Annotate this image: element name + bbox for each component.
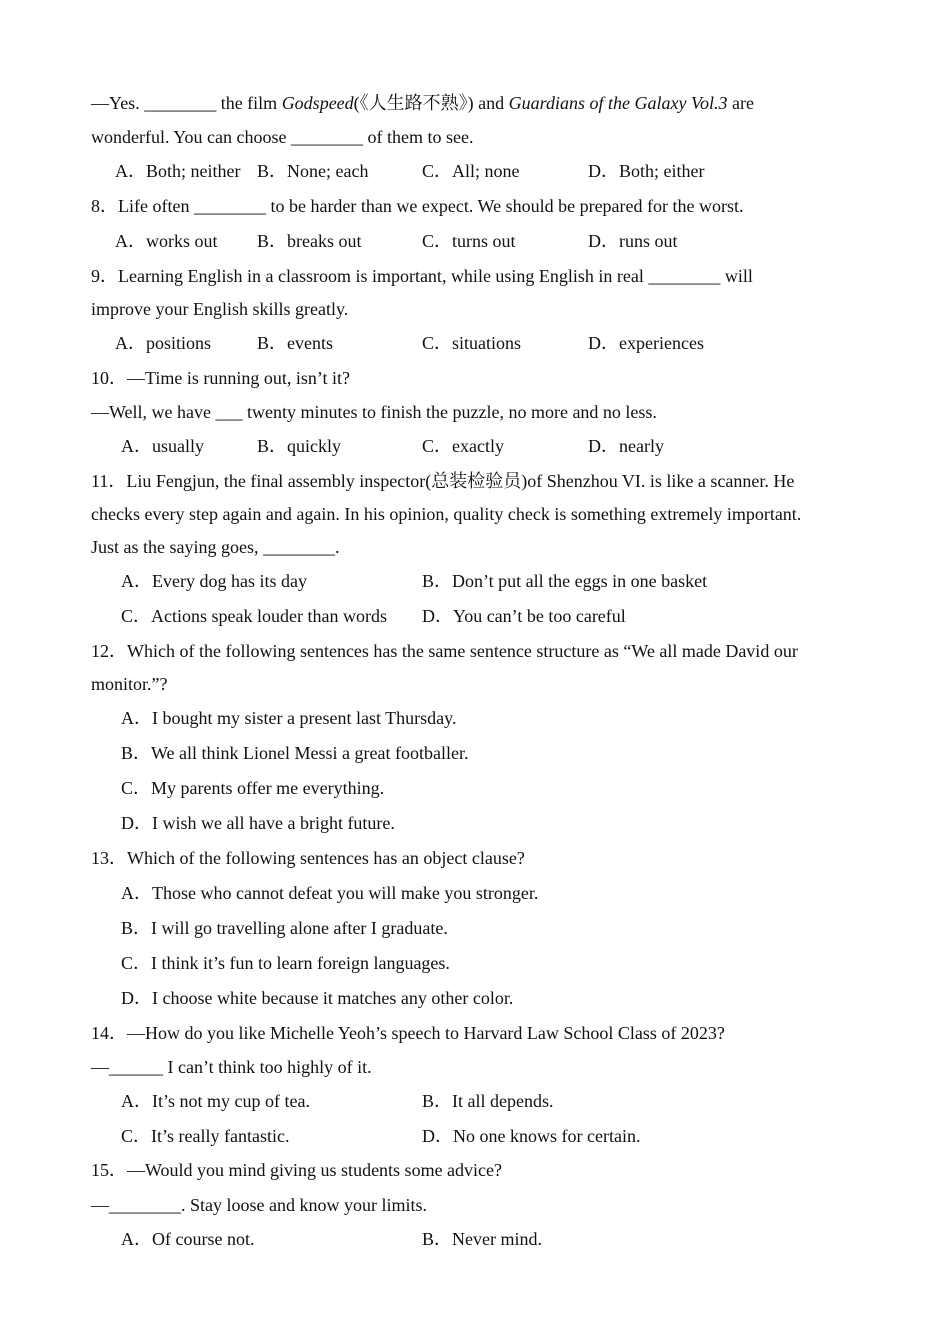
q9-option-a[interactable]: A．positions: [115, 333, 212, 353]
q11-option-d[interactable]: D．You can’t be too careful: [422, 606, 626, 626]
q15-option-a[interactable]: A．Of course not.: [121, 1229, 255, 1249]
q7-line2: wonderful. You can choose ________ of them to see.: [91, 127, 474, 147]
q14-option-b[interactable]: B．It all depends.: [422, 1091, 554, 1111]
q9-line2: improve your English skills greatly.: [91, 299, 349, 319]
q15-option-b[interactable]: B．Never mind.: [422, 1229, 542, 1249]
q7-line1: [91, 92, 754, 114]
q11-line2: checks every step again and again. In his opinion, quality check is something extremely important.: [91, 504, 802, 524]
q10-option-a[interactable]: A．usually: [121, 436, 204, 456]
q11-option-b[interactable]: B．Don’t put all the eggs in one basket: [422, 571, 708, 591]
q10-option-d[interactable]: D．nearly: [588, 436, 664, 456]
q7-film-title-2: Guardians of the Galaxy Vol.3: [508, 93, 728, 113]
q7-film-title-1: Godspeed: [281, 93, 354, 113]
q12-line1: 12．Which of the following sentences has the same sentence structure as “We all made David our: [91, 641, 798, 661]
q9-option-c[interactable]: C．situations: [422, 333, 522, 353]
q15-line1: 15．—Would you mind giving us students some advice?: [91, 1160, 503, 1180]
q13-option-a[interactable]: A．Those who cannot defeat you will make you stronger.: [121, 883, 539, 903]
q14-option-c[interactable]: C．It’s really fantastic.: [121, 1126, 290, 1146]
q8-option-a[interactable]: A．works out: [115, 231, 218, 251]
q7-option-b[interactable]: B．None; each: [257, 161, 369, 181]
q7-option-d[interactable]: D．Both; either: [588, 161, 705, 181]
q9-option-b[interactable]: B．events: [257, 333, 333, 353]
q11-line1: 11．Liu Fengjun, the final assembly inspector(总装检验员)of Shenzhou VI. is like a scanner. He: [91, 471, 795, 491]
q13-line1: 13．Which of the following sentences has an object clause?: [91, 848, 525, 868]
q11-line3: Just as the saying goes, ________.: [91, 537, 340, 557]
q14-option-d[interactable]: D．No one knows for certain.: [422, 1126, 641, 1146]
q7-option-c[interactable]: C．All; none: [422, 161, 520, 181]
q13-option-d[interactable]: D．I choose white because it matches any other color.: [121, 988, 514, 1008]
q7-option-a[interactable]: A．Both; neither: [115, 161, 241, 181]
q13-option-c[interactable]: C．I think it’s fun to learn foreign languages.: [121, 953, 450, 973]
q14-line1: 14．—How do you like Michelle Yeoh’s speech to Harvard Law School Class of 2023?: [91, 1023, 725, 1043]
q8-option-b[interactable]: B．breaks out: [257, 231, 362, 251]
q9-line1: 9．Learning English in a classroom is important, while using English in real ________ will: [91, 266, 753, 286]
q10-line1: 10．—Time is running out, isn’t it?: [91, 368, 351, 388]
q8-line1: 8．Life often ________ to be harder than we expect. We should be prepared for the worst.: [91, 196, 744, 216]
q14-option-a[interactable]: A．It’s not my cup of tea.: [121, 1091, 310, 1111]
q15-line2: —________. Stay loose and know your limits.: [91, 1195, 427, 1215]
q12-option-d[interactable]: D．I wish we all have a bright future.: [121, 813, 395, 833]
q9-option-d[interactable]: D．experiences: [588, 333, 704, 353]
q11-option-a[interactable]: A．Every dog has its day: [121, 571, 307, 591]
q12-option-c[interactable]: C．My parents offer me everything.: [121, 778, 385, 798]
q10-option-c[interactable]: C．exactly: [422, 436, 504, 456]
q8-option-c[interactable]: C．turns out: [422, 231, 516, 251]
q7-text-a: —Yes. ________ the film: [91, 93, 282, 113]
q13-option-b[interactable]: B．I will go travelling alone after I graduate.: [121, 918, 448, 938]
q10-line2: —Well, we have ___ twenty minutes to finish the puzzle, no more and no less.: [91, 402, 657, 422]
q12-line2: monitor.”?: [91, 674, 168, 694]
q12-option-a[interactable]: A．I bought my sister a present last Thursday.: [121, 708, 457, 728]
q14-line2: —______ I can’t think too highly of it.: [91, 1057, 372, 1077]
q11-option-c[interactable]: C．Actions speak louder than words: [121, 606, 387, 626]
q10-option-b[interactable]: B．quickly: [257, 436, 341, 456]
q8-option-d[interactable]: D．runs out: [588, 231, 678, 251]
q12-option-b[interactable]: B．We all think Lionel Messi a great footballer.: [121, 743, 469, 763]
q7-text-b: are: [727, 93, 754, 113]
q7-text-paren: (《人生路不熟》) and: [353, 93, 509, 113]
